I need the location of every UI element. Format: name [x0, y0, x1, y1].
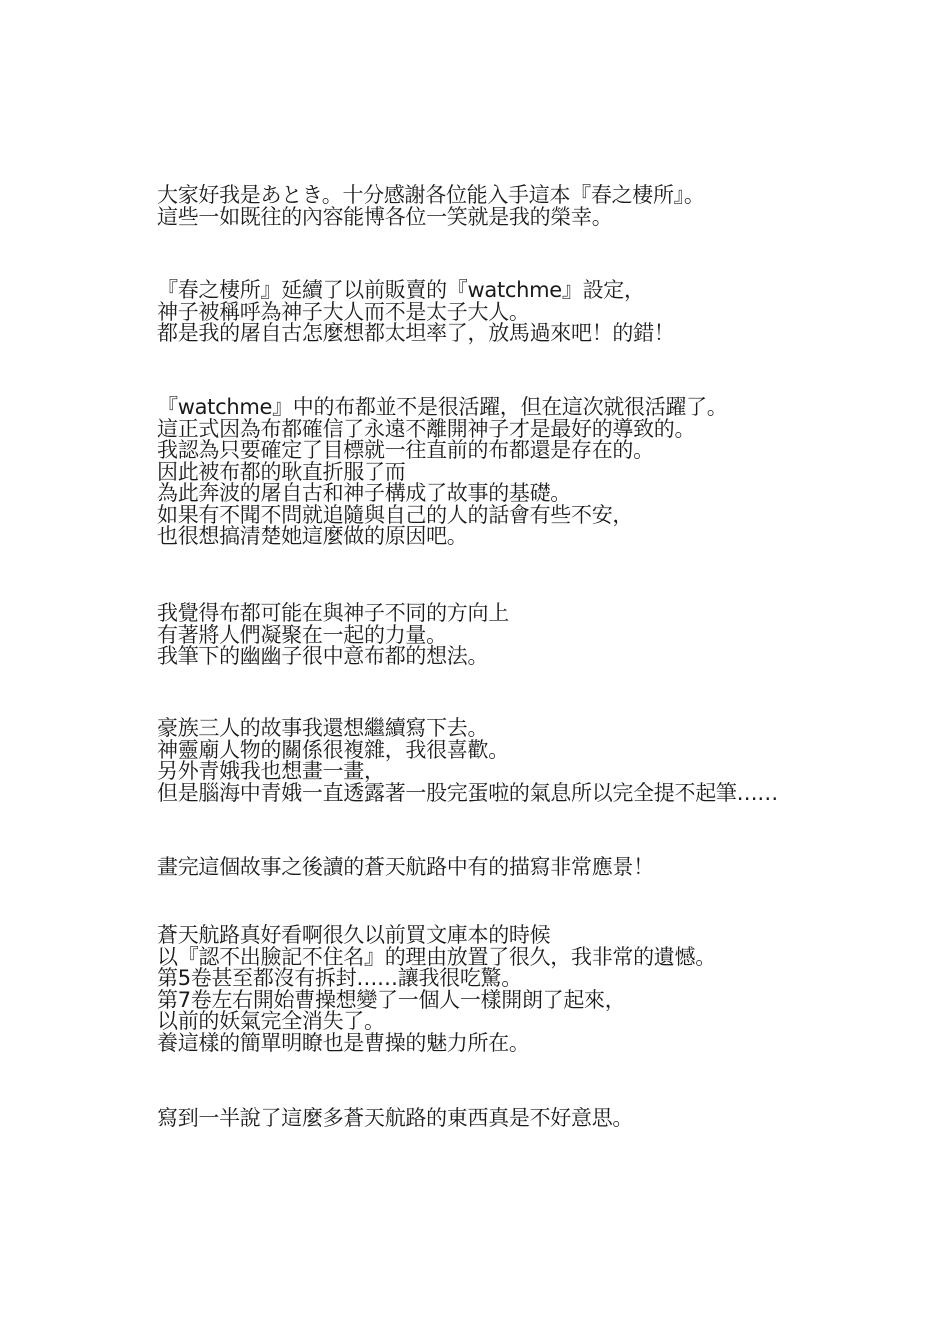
- text-line: 神靈廟人物的關係很複雜，我很喜歡。: [157, 737, 509, 762]
- text-line: 豪族三人的故事我還想繼續寫下去。: [157, 716, 489, 740]
- paragraph-closing: [157, 1108, 897, 1130]
- text-line: 這些一如既往的內容能博各位一笑就是我的榮幸。: [157, 204, 613, 229]
- text-line: 蒼天航路真好看啊很久以前買文庫本的時候: [157, 923, 551, 947]
- text-line: 我覺得布都可能在與神子不同的方向上: [157, 601, 509, 625]
- text-line: 也很想搞清楚她這麼做的原因吧。: [157, 524, 468, 548]
- text-line: 以『認不出臉記不住名』的理由放置了很久，我非常的遺憾。: [157, 944, 716, 969]
- text-line: 都是我的屠自古怎麼想都太坦率了，放馬過來吧！的錯！: [157, 321, 675, 345]
- paragraph-soten-intro: [157, 857, 897, 879]
- text-line: 我筆下的幽幽子很中意布都的想法。: [157, 644, 489, 668]
- text-line: 第5卷甚至都沒有拆封……讓我很吃驚。: [157, 966, 522, 990]
- paragraph-setting: [157, 280, 897, 345]
- text-line: 因此被布都的耿直折服了而: [157, 459, 406, 484]
- text-line: 『春之棲所』延續了以前販賣的『watchme』設定，: [157, 278, 645, 302]
- text-line: 但是腦海中青娥一直透露著一股完蛋啦的氣息所以完全提不起筆……: [157, 780, 778, 805]
- text-line: 寫到一半說了這麼多蒼天航路的東西真是不好意思。: [157, 1106, 634, 1130]
- paragraph-futo: [157, 397, 897, 548]
- text-line: 如果有不聞不問就追隨與自己的人的話會有些不安，: [157, 502, 634, 527]
- text-line: 以前的妖氣完全消失了。: [157, 1009, 385, 1033]
- paragraph-soten: [157, 925, 897, 1054]
- text-line: 養這樣的簡單明瞭也是曹操的魅力所在。: [157, 1030, 530, 1055]
- paragraph-gouzoku: [157, 718, 897, 804]
- text-line: 畫完這個故事之後讀的蒼天航路中有的描寫非常應景！: [157, 855, 654, 879]
- text-line: 另外青娥我也想畫一畫，: [157, 759, 385, 783]
- text-line: 為此奔波的屠自古和神子構成了故事的基礎。: [157, 481, 571, 505]
- text-line: 我認為只要確定了目標就一往直前的布都還是存在的。: [157, 438, 654, 462]
- text-line: 神子被稱呼為神子大人而不是太子大人。: [157, 299, 530, 324]
- paragraph-greeting: [157, 185, 897, 228]
- text-line: 有著將人們凝聚在一起的力量。: [157, 622, 447, 647]
- text-line: 大家好我是あとき。十分感謝各位能入手這本『春之棲所』。: [157, 183, 705, 207]
- text-line: 第7卷左右開始曹操想變了一個人一樣開朗了起來，: [157, 987, 626, 1012]
- text-line: 『watchme』中的布都並不是很活躍，但在這次就很活躍了。: [157, 395, 728, 419]
- text-line: 這正式因為布都確信了永遠不離開神子才是最好的導致的。: [157, 416, 696, 441]
- paragraph-yuyuko: [157, 603, 897, 668]
